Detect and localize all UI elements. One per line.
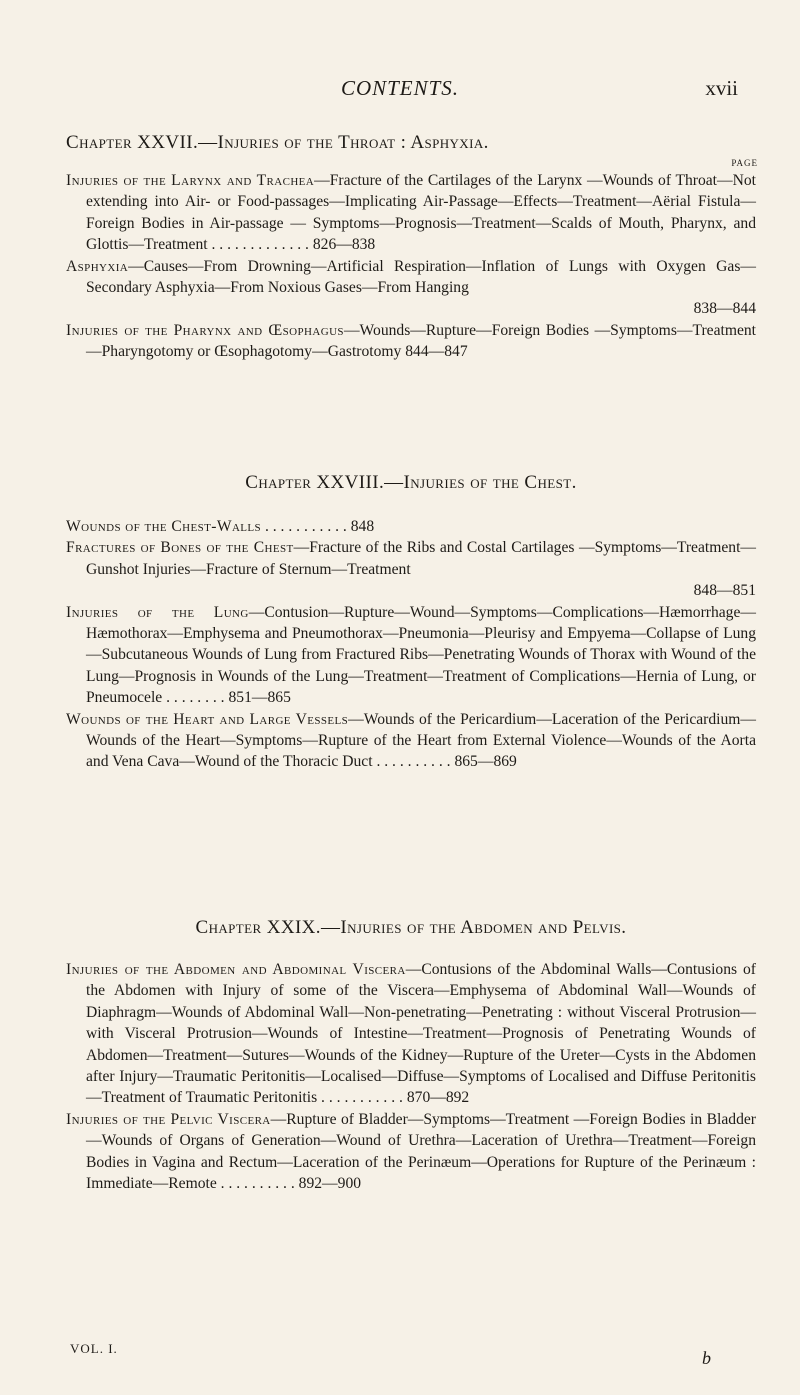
entry-text: —Contusions of the Abdominal Walls—Contusions of the Abdomen with Injury of some of the Viscera—Emphysema of Abdominal Wall—Wounds of Diaphragm—Wounds of Abdominal Wall—Non-penetrating—Penetrating : without Visceral Protrusion—with Visceral Protrusion—Wounds of Intestine—Treatment—Prognosis of Penetrating Wounds of Abdomen—Treatment—Sutures—Wounds of the Kidney—Rupture of the Ureter—Cysts in the Abdomen after Injury—Traumatic Peritonitis—Localised—Diffuse—Symptoms of Localised and Diffuse Peritonitis—Treatment of Traumatic Peritonitis . . . . . . . . . . . bbox=[86, 961, 756, 1107]
entry-heading: Injuries of the Lung bbox=[66, 603, 249, 621]
toc-entry bbox=[66, 959, 756, 1109]
entry-pages: 838—844 bbox=[693, 300, 756, 318]
entry-heading: Fractures of Bones of the Chest bbox=[66, 539, 294, 557]
toc-entry bbox=[66, 256, 756, 320]
chapter-section bbox=[66, 470, 756, 773]
entry-text: —Fracture of the Ribs and Costal Cartilages —Symptoms—Treatment—Gunshot Injuries—Fracture of Sternum—Treatment bbox=[86, 539, 756, 578]
toc-entry bbox=[66, 602, 756, 709]
signature-mark: b bbox=[702, 1348, 711, 1368]
toc-entry bbox=[66, 537, 756, 601]
entry-heading: Injuries of the Larynx and Trachea bbox=[66, 172, 315, 189]
toc-entry bbox=[66, 709, 756, 773]
entry-heading: Wounds of the Chest-Walls bbox=[66, 518, 262, 535]
toc-entry bbox=[66, 516, 756, 537]
entry-pages: 865—869 bbox=[454, 753, 517, 771]
entry-pages: 844—847 bbox=[405, 343, 468, 361]
entry-text: —Wounds of the Pericardium—Laceration of the Pericardium—Wounds of the Heart—Symptoms—Rupture of the Heart from External Violence—Wounds of the Aorta and Vena Cava—Wound of the Thoracic Duct . . . . . . . . . . bbox=[86, 710, 757, 771]
entry-pages: 892—900 bbox=[298, 1175, 362, 1193]
entry-pages: 848 bbox=[350, 518, 375, 535]
chapter-heading: Chapter XXVIII.—Injuries of the Chest. bbox=[245, 472, 577, 493]
entry-text: —Contusion—Rupture—Wound—Symptoms—Complications—Hæmorrhage—Hæmothorax—Emphysema and Pneumothorax—Pneumonia—Pleurisy and Empyema—Collapse of Lung—Subcutaneous Wounds of Lung from Fractured Ribs—Penetrating Wounds of Thorax with Wound of the Lung—Prognosis in Wounds of the Lung—Treatment—Treatment of Complications—Hernia of Lung, or Pneumocele . . . . . . . . bbox=[86, 603, 756, 707]
entry-heading: Asphyxia bbox=[66, 257, 129, 275]
entry-pages: 870—892 bbox=[406, 1089, 470, 1107]
entry-text: —Rupture of Bladder—Symptoms—Treatment —Foreign Bodies in Bladder—Wounds of Organs of Generation—Wound of Urethra—Laceration of Urethra—Treatment—Foreign Bodies in Vagina and Rectum—Laceration of the Perinæum—Operations for Rupture of the Perinæum : Immediate—Remote . . . . . . . . . . bbox=[86, 1110, 756, 1193]
entry-heading: Wounds of the Heart and Large Vessels bbox=[66, 710, 349, 728]
toc-entry bbox=[66, 1109, 756, 1195]
entry-heading: Injuries of the Pharynx and Œsophagus bbox=[66, 321, 344, 339]
page-column-label: PAGE bbox=[731, 158, 758, 168]
entry-text: —Causes—From Drowning—Artificial Respiration—Inflation of Lungs with Oxygen Gas—Secondary Asphyxia—From Noxious Gases—From Hanging bbox=[86, 257, 756, 297]
entry-text: . . . . . . . . . . . bbox=[261, 518, 347, 535]
entry-text: —Fracture of the Cartilages of the Larynx —Wounds of Throat—Not extending into Air- or Food-passages—Implicating Air-Passage—Effects—Treatment—Aërial Fistula—Foreign Bodies in Air-passage — Symptoms—Prognosis—Treatment—Scalds of Mouth, Pharynx, and Glottis—Treatment . . . . . . . . . . . . . bbox=[86, 172, 756, 254]
entry-pages: 826—838 bbox=[312, 236, 376, 254]
page-number: xvii bbox=[705, 76, 738, 100]
volume-label: VOL. I. bbox=[70, 1341, 118, 1356]
entry-heading: Injuries of the Pelvic Viscera bbox=[66, 1110, 271, 1128]
chapter-section bbox=[66, 130, 756, 363]
entry-pages: 851—865 bbox=[228, 689, 291, 707]
running-head bbox=[0, 76, 800, 106]
chapter-heading: Chapter XXIX.—Injuries of the Abdomen and Pelvis. bbox=[195, 917, 627, 938]
entry-text: —Wounds—Rupture—Foreign Bodies —Symptoms—Treatment—Pharyngotomy or Œsophagotomy—Gastrotomy bbox=[86, 321, 757, 361]
toc-entry bbox=[66, 320, 756, 363]
toc-entry bbox=[66, 170, 756, 256]
entry-heading: Injuries of the Abdomen and Abdominal Viscera bbox=[66, 961, 406, 978]
running-head-title: CONTENTS. bbox=[340, 76, 460, 100]
entry-pages: 848—851 bbox=[693, 582, 756, 600]
chapter-section bbox=[66, 915, 756, 1194]
chapter-heading: Chapter XXVII.—Injuries of the Throat : Asphyxia. bbox=[66, 132, 489, 153]
